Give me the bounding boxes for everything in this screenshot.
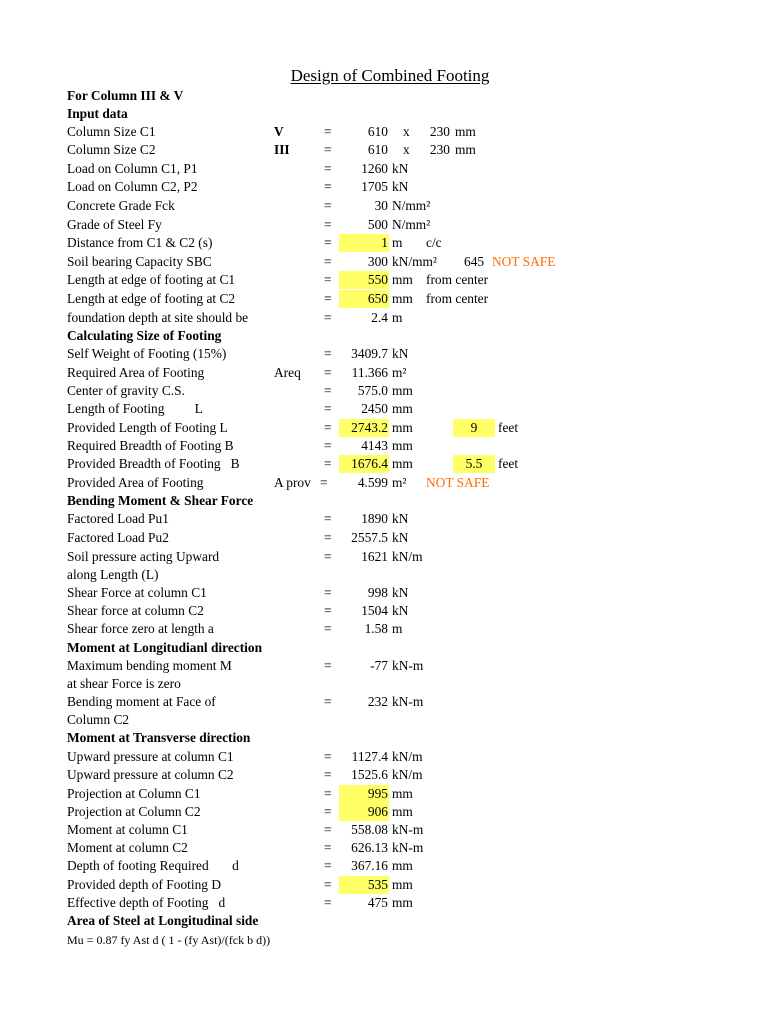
value-cell[interactable]: 1621 (361, 549, 388, 564)
unit-cell: m (392, 621, 403, 636)
feet-value-cell[interactable]: 9 (453, 419, 495, 437)
table-row (0, 821, 768, 839)
table-row (0, 857, 768, 875)
unit-cell: kN (392, 530, 409, 545)
dimension-cell[interactable]: 230 (429, 142, 450, 157)
unit-cell: kN (392, 511, 409, 526)
unit-cell: m² (392, 475, 407, 490)
unit-cell: kN/m (392, 767, 423, 782)
unit-cell: mm (392, 858, 413, 873)
status-badge: NOT SAFE (426, 475, 490, 490)
row-label: Distance from C1 & C2 (s) (67, 235, 213, 250)
section-heading-row (0, 327, 768, 345)
extra-note: from center (426, 291, 489, 306)
table-row (0, 657, 768, 675)
equals-sign: = (324, 621, 332, 636)
unit-cell: mm (392, 438, 413, 453)
row-label: Projection at Column C2 (67, 804, 201, 819)
row-label: at shear Force is zero (67, 676, 181, 691)
table-row (0, 839, 768, 857)
status-badge: NOT SAFE (492, 254, 556, 269)
unit-cell: kN (392, 179, 409, 194)
extra-note: from center (426, 272, 489, 287)
row-label: foundation depth at site should be (67, 310, 249, 325)
row-label: Provided depth of Footing D (67, 877, 221, 892)
unit-cell: kN-m (392, 694, 424, 709)
feet-unit: feet (498, 456, 519, 471)
equals-sign: = (324, 658, 332, 673)
equals-sign: = (324, 310, 332, 325)
row-label: Effective depth of Footing d (67, 895, 226, 910)
row-label: Moment at column C1 (67, 822, 188, 837)
row-label: Provided Breadth of Footing B (67, 456, 240, 471)
row-label: Length at edge of footing at C1 (67, 272, 236, 287)
input-data-heading: Input data (67, 106, 128, 121)
equals-sign: = (324, 272, 332, 287)
value-cell[interactable]: 1 (339, 234, 389, 252)
table-row (0, 197, 768, 215)
dimension-cell[interactable]: 230 (429, 124, 450, 139)
table-row (0, 382, 768, 400)
column-group-heading: For Column III & V (67, 88, 184, 103)
row-label: Concrete Grade Fck (67, 198, 175, 213)
value-cell[interactable]: 30 (374, 198, 388, 213)
table-row (0, 510, 768, 528)
value-cell[interactable]: 300 (367, 254, 388, 269)
row-label: Center of gravity C.S. (67, 383, 185, 398)
section-heading-row (0, 639, 768, 657)
row-label: Required Area of Footing (67, 365, 205, 380)
value-cell[interactable]: 475 (367, 895, 388, 910)
unit-cell: N/mm² (392, 217, 431, 232)
table-row (0, 711, 768, 729)
unit-cell: mm (392, 272, 413, 287)
table-row (0, 693, 768, 711)
table-row (0, 620, 768, 638)
value-cell[interactable]: 995 (339, 785, 389, 803)
value-cell[interactable]: 1525.6 (351, 767, 388, 782)
unit-cell: kN (392, 603, 409, 618)
table-row (0, 160, 768, 178)
row-label: Length of Footing L (67, 401, 203, 416)
unit-cell: m (392, 235, 403, 250)
unit-cell: mm (392, 804, 413, 819)
row-label: Load on Column C2, P2 (67, 179, 198, 194)
section-heading: Calculating Size of Footing (67, 328, 222, 343)
table-row (0, 419, 768, 437)
unit-cell: kN (392, 346, 409, 361)
table-row (0, 123, 768, 141)
value-cell[interactable]: 610 (367, 142, 388, 157)
value-cell[interactable]: 2.4 (371, 310, 388, 325)
value-cell[interactable]: 550 (339, 271, 389, 289)
value-cell[interactable]: 2557.5 (351, 530, 388, 545)
table-row (0, 785, 768, 803)
table-row (0, 766, 768, 784)
row-label: Projection at Column C1 (67, 786, 201, 801)
row-label: along Length (L) (67, 567, 159, 582)
row-label: Provided Area of Footing (67, 475, 204, 490)
equals-sign: = (324, 383, 332, 398)
times-sign: x (403, 124, 410, 139)
equals-sign: = (324, 895, 332, 910)
formula-row (0, 931, 768, 949)
equals-sign: = (324, 179, 332, 194)
row-label: Shear force zero at length a (67, 621, 214, 636)
table-row (0, 271, 768, 289)
row-label: Required Breadth of Footing B (67, 438, 234, 453)
unit-cell: kN (392, 585, 409, 600)
value-cell[interactable]: 2743.2 (339, 419, 389, 437)
table-row (0, 876, 768, 894)
table-row (0, 253, 768, 271)
equals-sign: = (324, 511, 332, 526)
value-cell[interactable]: 610 (367, 124, 388, 139)
row-label: Load on Column C1, P1 (67, 161, 198, 176)
unit-cell: m (392, 310, 403, 325)
unit-cell: mm (392, 420, 413, 435)
unit-cell: N/mm² (392, 198, 431, 213)
section-heading: Moment at Transverse direction (67, 730, 251, 745)
equals-sign: = (324, 438, 332, 453)
row-label: Shear Force at column C1 (67, 585, 207, 600)
equals-sign: = (324, 124, 332, 139)
equals-sign: = (324, 858, 332, 873)
table-row (0, 584, 768, 602)
table-row (0, 400, 768, 418)
row-label: Column C2 (67, 712, 130, 727)
column-group-heading-row (0, 87, 768, 105)
value-cell[interactable]: 500 (367, 217, 388, 232)
table-row (0, 602, 768, 620)
unit-cell: mm (392, 895, 413, 910)
unit-cell: mm (392, 383, 413, 398)
unit-cell: kN-m (392, 840, 424, 855)
equals-sign: = (324, 365, 332, 380)
table-row (0, 364, 768, 382)
equals-sign: = (324, 142, 332, 157)
table-row (0, 803, 768, 821)
row-label: Length at edge of footing at C2 (67, 291, 236, 306)
equals-sign: = (320, 475, 328, 490)
unit-cell: mm (455, 124, 476, 139)
equals-sign: = (324, 401, 332, 416)
unit-cell: mm (392, 291, 413, 306)
value-cell[interactable]: 558.08 (351, 822, 388, 837)
value-cell[interactable]: 1504 (361, 603, 388, 618)
equals-sign: = (324, 346, 332, 361)
row-label: Self Weight of Footing (15%) (67, 346, 227, 361)
equals-sign: = (324, 254, 332, 269)
table-row (0, 216, 768, 234)
row-label: Bending moment at Face of (67, 694, 216, 709)
unit-cell: mm (392, 401, 413, 416)
table-row (0, 474, 768, 492)
value-cell[interactable]: 906 (339, 803, 389, 821)
row-label: Upward pressure at column C2 (67, 767, 234, 782)
section-heading-row (0, 729, 768, 747)
unit-cell: kN/m (392, 549, 423, 564)
equals-sign: = (324, 585, 332, 600)
table-row (0, 455, 768, 473)
table-row (0, 748, 768, 766)
value-cell[interactable]: 1890 (361, 511, 388, 526)
value-cell[interactable]: 3409.7 (351, 346, 388, 361)
section-heading: Moment at Longitudianl direction (67, 640, 263, 655)
row-label: Depth of footing Required d (67, 858, 239, 873)
section-heading: Bending Moment & Shear Force (67, 493, 254, 508)
equals-sign: = (324, 603, 332, 618)
equals-sign: = (324, 291, 332, 306)
row-column-id: V (274, 124, 284, 139)
value-cell[interactable]: 367.16 (351, 858, 388, 873)
table-row (0, 548, 768, 566)
unit-cell: mm (392, 877, 413, 892)
value-cell[interactable]: 1260 (361, 161, 388, 176)
equals-sign: = (324, 217, 332, 232)
feet-unit: feet (498, 420, 519, 435)
equals-sign: = (324, 877, 332, 892)
unit-cell: kN-m (392, 658, 424, 673)
row-label: Column Size C2 (67, 142, 156, 157)
unit-cell: kN-m (392, 822, 424, 837)
row-label: Soil bearing Capacity SBC (67, 254, 212, 269)
row-label: Grade of Steel Fy (67, 217, 162, 232)
row-label: Provided Length of Footing L (67, 420, 228, 435)
formula-text: Mu = 0.87 fy Ast d ( 1 - (fy Ast)/(fck b d)) (67, 933, 271, 947)
value-cell[interactable]: 232 (367, 694, 388, 709)
equals-sign: = (324, 530, 332, 545)
unit-cell: kN/mm² (392, 254, 437, 269)
row-symbol: Areq (274, 365, 301, 380)
unit-cell: kN/m (392, 749, 423, 764)
table-row (0, 894, 768, 912)
equals-sign: = (324, 840, 332, 855)
value-cell[interactable]: 626.13 (351, 840, 388, 855)
equals-sign: = (324, 767, 332, 782)
input-data-heading-row (0, 105, 768, 123)
table-row (0, 178, 768, 196)
extra-value-cell[interactable]: 645 (464, 254, 485, 269)
equals-sign: = (324, 786, 332, 801)
row-label: Soil pressure acting Upward (67, 549, 220, 564)
unit-cell: kN (392, 161, 409, 176)
row-label: Column Size C1 (67, 124, 156, 139)
table-row (0, 566, 768, 584)
table-row (0, 345, 768, 363)
value-cell[interactable]: 1127.4 (351, 749, 388, 764)
table-row (0, 141, 768, 159)
value-cell[interactable]: 650 (339, 290, 389, 308)
value-cell[interactable]: 1.58 (364, 621, 388, 636)
equals-sign: = (324, 822, 332, 837)
table-row (0, 234, 768, 252)
sheet-title (0, 66, 768, 86)
table-row (0, 437, 768, 455)
table-row (0, 290, 768, 308)
times-sign: x (403, 142, 410, 157)
value-cell[interactable]: 535 (339, 876, 389, 894)
section-heading-row (0, 912, 768, 930)
row-label: Factored Load Pu2 (67, 530, 169, 545)
equals-sign: = (324, 161, 332, 176)
value-cell[interactable]: 2450 (361, 401, 388, 416)
value-cell[interactable]: 575.0 (357, 383, 388, 398)
value-cell[interactable]: 998 (367, 585, 388, 600)
equals-sign: = (324, 456, 332, 471)
equals-sign: = (324, 804, 332, 819)
row-label: Moment at column C2 (67, 840, 188, 855)
unit-cell: mm (455, 142, 476, 157)
section-heading-row (0, 492, 768, 510)
row-symbol: A prov (274, 475, 311, 490)
equals-sign: = (324, 198, 332, 213)
row-label: Maximum bending moment M (67, 658, 232, 673)
unit-cell: mm (392, 456, 413, 471)
extra-note: c/c (426, 235, 442, 250)
value-cell[interactable]: 4.599 (357, 475, 388, 490)
row-column-id: III (274, 142, 290, 157)
equals-sign: = (324, 749, 332, 764)
value-cell[interactable]: 1676.4 (339, 455, 389, 473)
unit-cell: m² (392, 365, 407, 380)
equals-sign: = (324, 694, 332, 709)
value-cell[interactable]: 11.366 (351, 365, 388, 380)
table-row (0, 529, 768, 547)
value-cell[interactable]: 1705 (361, 179, 388, 194)
unit-cell: mm (392, 786, 413, 801)
table-row (0, 675, 768, 693)
value-cell[interactable]: 4143 (361, 438, 388, 453)
table-row (0, 309, 768, 327)
sheet-title-text: Design of Combined Footing (290, 66, 490, 85)
row-label: Factored Load Pu1 (67, 511, 169, 526)
equals-sign: = (324, 235, 332, 250)
row-label: Upward pressure at column C1 (67, 749, 234, 764)
value-cell[interactable]: -77 (370, 658, 388, 673)
equals-sign: = (324, 549, 332, 564)
section-heading: Area of Steel at Longitudinal side (67, 913, 259, 928)
row-label: Shear force at column C2 (67, 603, 204, 618)
equals-sign: = (324, 420, 332, 435)
feet-value-cell[interactable]: 5.5 (453, 455, 495, 473)
